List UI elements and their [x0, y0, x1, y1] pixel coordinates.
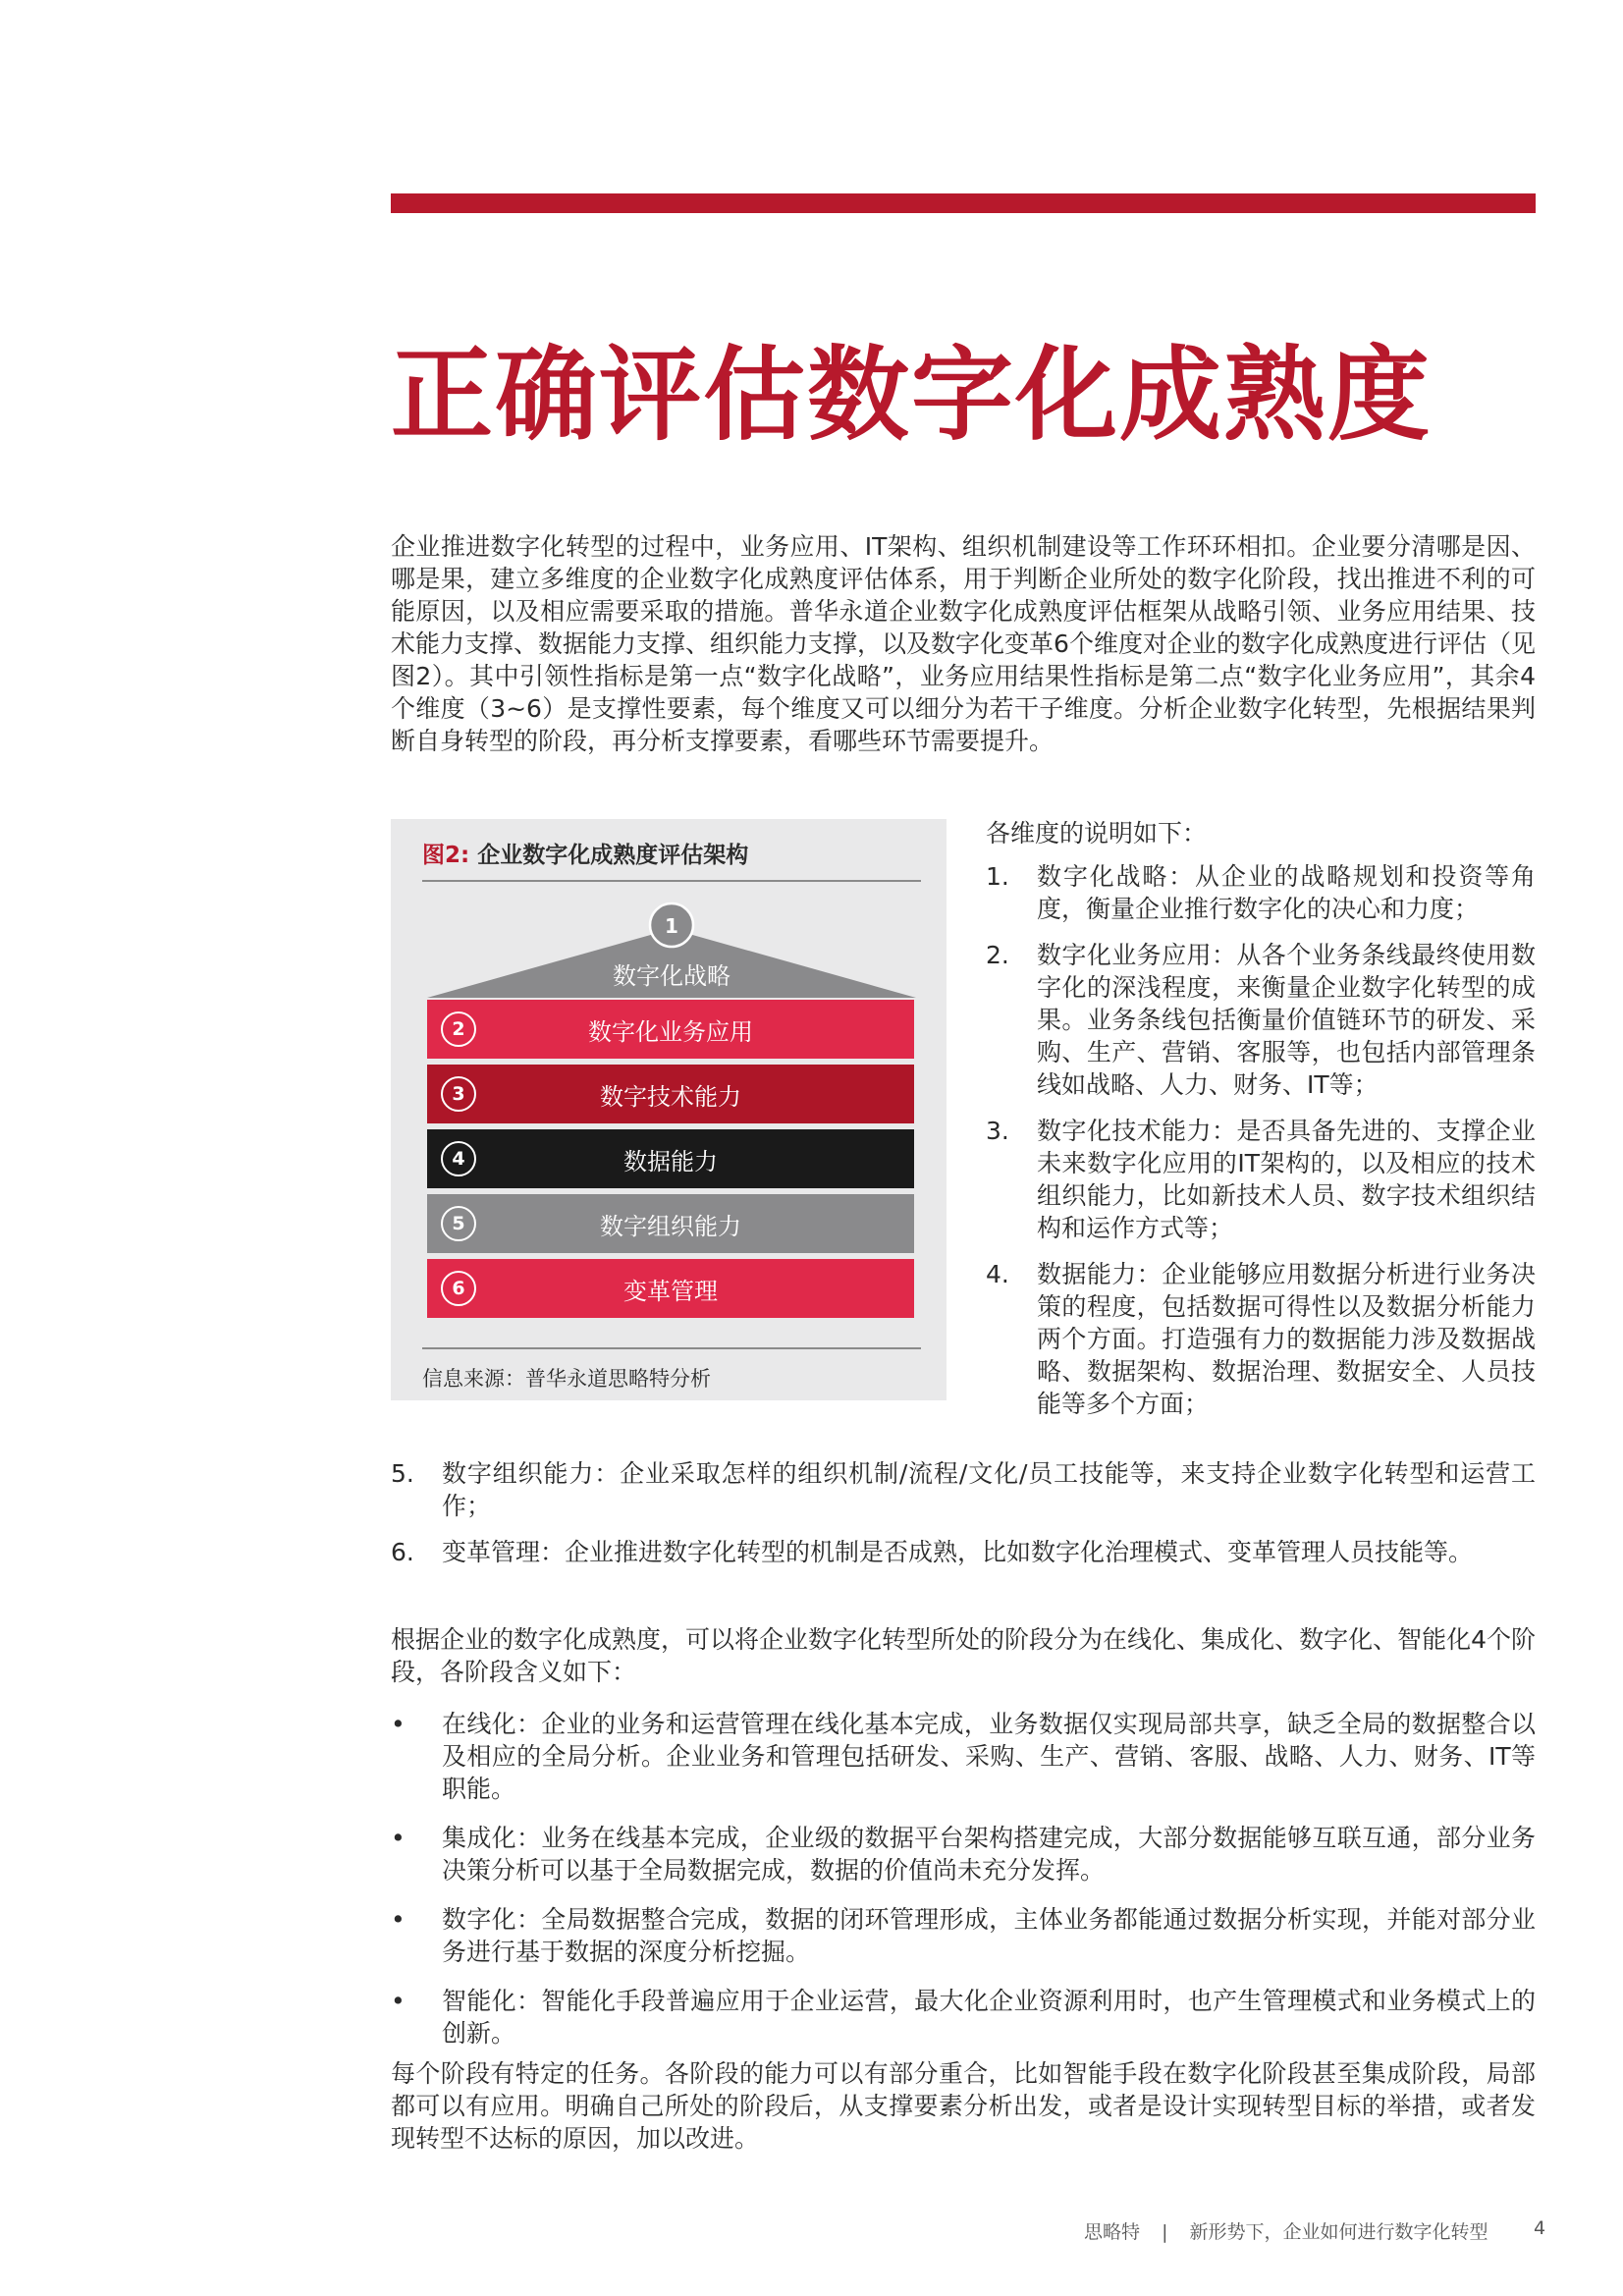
- list-item-text: 智能化：智能化手段普遍应用于企业运营，最大化企业资源利用时，也产生管理模式和业务模式上的创新。: [442, 1987, 1536, 2048]
- intro-paragraph: 企业推进数字化转型的过程中，业务应用、IT架构、组织机制建设等工作环环相扣。企业要分清哪是因、哪是果，建立多维度的企业数字化成熟度评估体系，用于判断企业所处的数字化阶段，找出推进不利的可能原因，以及相应需要采取的措施。普华永道企业数字化成熟度评估框架从战略引领、业务应用结果、技术能力支撑、数据能力支撑、组织能力支撑，以及数字化变革6个维度对企业的数字化成熟度进行评估（见图2）。其中引领性指标是第一点“数字化战略”，业务应用结果性指标是第二点“数字化业务应用”，其余4个维度（3~6）是支撑性要素，每个维度又可以细分为若干子维度。分析企业数字化转型，先根据结果判断自身转型的阶段，再分析支撑要素，看哪些环节需要提升。: [391, 532, 1536, 755]
- footer-brand: 思略特: [1084, 2221, 1141, 2243]
- closing-paragraph: 每个阶段有特定的任务。各阶段的能力可以有部分重合，比如智能手段在数字化阶段甚至集成阶段，局部都可以有应用。明确自己所处的阶段后，从支撑要素分析出发，或者是设计实现转型目标的举措，或者发现转型不达标的原因，加以改进。: [391, 2059, 1536, 2153]
- dimensions-list: [986, 860, 1536, 1434]
- figure-bottom-rule: [422, 1347, 921, 1349]
- list-item-number: 2.: [986, 941, 1009, 969]
- list-item: [391, 1985, 1536, 2050]
- figure-top-rule: [422, 880, 921, 882]
- list-item-text: 在线化：企业的业务和运营管理在线化基本完成，业务数据仅实现局部共享，缺乏全局的数据整合以及相应的全局分析。企业业务和管理包括研发、采购、生产、营销、客服、战略、人力、财务、IT等职能。: [442, 1710, 1536, 1803]
- stages-list: [391, 1708, 1536, 2066]
- layer-4-label: 数据能力: [623, 1147, 718, 1175]
- top-accent-bar: [391, 193, 1536, 213]
- list-item: [986, 1115, 1536, 1244]
- list-item: [986, 860, 1536, 925]
- layer-3-number: 3: [441, 1076, 476, 1112]
- list-item-number: 6.: [391, 1538, 414, 1566]
- list-item: [986, 939, 1536, 1101]
- list-item-text: 数据能力：企业能够应用数据分析进行业务决策的程度，包括数据可得性以及数据分析能力两个方面。打造强有力的数据能力涉及数据战略、数据架构、数据治理、数据安全、人员技能等多个方面；: [1037, 1260, 1536, 1418]
- list-item: [986, 1258, 1536, 1420]
- list-item-number: 3.: [986, 1117, 1009, 1145]
- layer-1-label: 数字化战略: [613, 962, 730, 990]
- list-item: [391, 1457, 1536, 1522]
- footer-doc-title: 新形势下，企业如何进行数字化转型: [1189, 2221, 1488, 2243]
- figure-title-text: 企业数字化成熟度评估架构: [477, 843, 749, 868]
- figure-2: [391, 819, 947, 1400]
- dimensions-list-continued: [391, 1457, 1536, 1582]
- list-item-text: 数字化技术能力：是否具备先进的、支撑企业未来数字化应用的IT架构的，以及相应的技术组织能力，比如新技术人员、数字技术组织结构和运作方式等；: [1037, 1117, 1536, 1242]
- page-number: 4: [1534, 2217, 1546, 2239]
- layer-6-number: 6: [441, 1271, 476, 1306]
- layer-digital-business-apps: [427, 1000, 914, 1059]
- figure-source: 信息来源：普华永道思略特分析: [422, 1367, 711, 1391]
- layer-change-management: [427, 1259, 914, 1318]
- layer-4-number: 4: [441, 1141, 476, 1176]
- bullet: •: [391, 1710, 406, 1738]
- layer-5-label: 数字组织能力: [600, 1212, 741, 1240]
- list-item-number: 5.: [391, 1459, 414, 1488]
- dimensions-intro: 各维度的说明如下：: [986, 819, 1208, 847]
- list-item-number: 1.: [986, 862, 1009, 891]
- list-item-number: 4.: [986, 1260, 1009, 1288]
- list-item-text: 集成化：业务在线基本完成，企业级的数据平台架构搭建完成，大部分数据能够互联互通，部分业务决策分析可以基于全局数据完成，数据的价值尚未充分发挥。: [442, 1824, 1536, 1885]
- figure-title-prefix: 图2:: [422, 843, 470, 868]
- list-item-text: 变革管理：企业推进数字化转型的机制是否成熟，比如数字化治理模式、变革管理人员技能等。: [442, 1538, 1474, 1566]
- figure-title: [422, 837, 748, 869]
- layer-2-number: 2: [441, 1011, 476, 1047]
- bullet: •: [391, 1987, 406, 2015]
- layer-3-label: 数字技术能力: [600, 1082, 741, 1111]
- list-item: [391, 1903, 1536, 1968]
- layer-5-number: 5: [441, 1206, 476, 1241]
- list-item: [391, 1822, 1536, 1886]
- layer-digital-org-capability: [427, 1194, 914, 1253]
- list-item: [391, 1708, 1536, 1805]
- page-footer: [1084, 2217, 1488, 2244]
- bullet: •: [391, 1824, 406, 1852]
- list-item: [391, 1536, 1536, 1568]
- layer-1-number: 1: [665, 914, 678, 938]
- layer-6-label: 变革管理: [623, 1277, 718, 1305]
- list-item-text: 数字化业务应用：从各个业务条线最终使用数字化的深浅程度，来衡量企业数字化转型的成果。业务条线包括衡量价值链环节的研发、采购、生产、营销、客服等，也包括内部管理条线如战略、人力、财务、IT等；: [1037, 941, 1536, 1099]
- stages-intro-paragraph: 根据企业的数字化成熟度，可以将企业数字化转型所处的阶段分为在线化、集成化、数字化、智能化4个阶段，各阶段含义如下：: [391, 1625, 1536, 1686]
- page-title: 正确评估数字化成熟度: [391, 334, 1433, 455]
- footer-separator: |: [1162, 2221, 1168, 2243]
- layer-2-label: 数字化业务应用: [588, 1017, 753, 1046]
- list-item-text: 数字化战略：从企业的战略规划和投资等角度，衡量企业推行数字化的决心和力度；: [1037, 862, 1536, 923]
- list-item-text: 数字组织能力：企业采取怎样的组织机制/流程/文化/员工技能等，来支持企业数字化转型和运营工作；: [442, 1459, 1536, 1520]
- layer-digital-tech-capability: [427, 1065, 914, 1123]
- bullet: •: [391, 1905, 406, 1934]
- list-item-text: 数字化：全局数据整合完成，数据的闭环管理形成，主体业务都能通过数据分析实现，并能对部分业务进行基于数据的深度分析挖掘。: [442, 1905, 1536, 1966]
- layer-data-capability: [427, 1129, 914, 1188]
